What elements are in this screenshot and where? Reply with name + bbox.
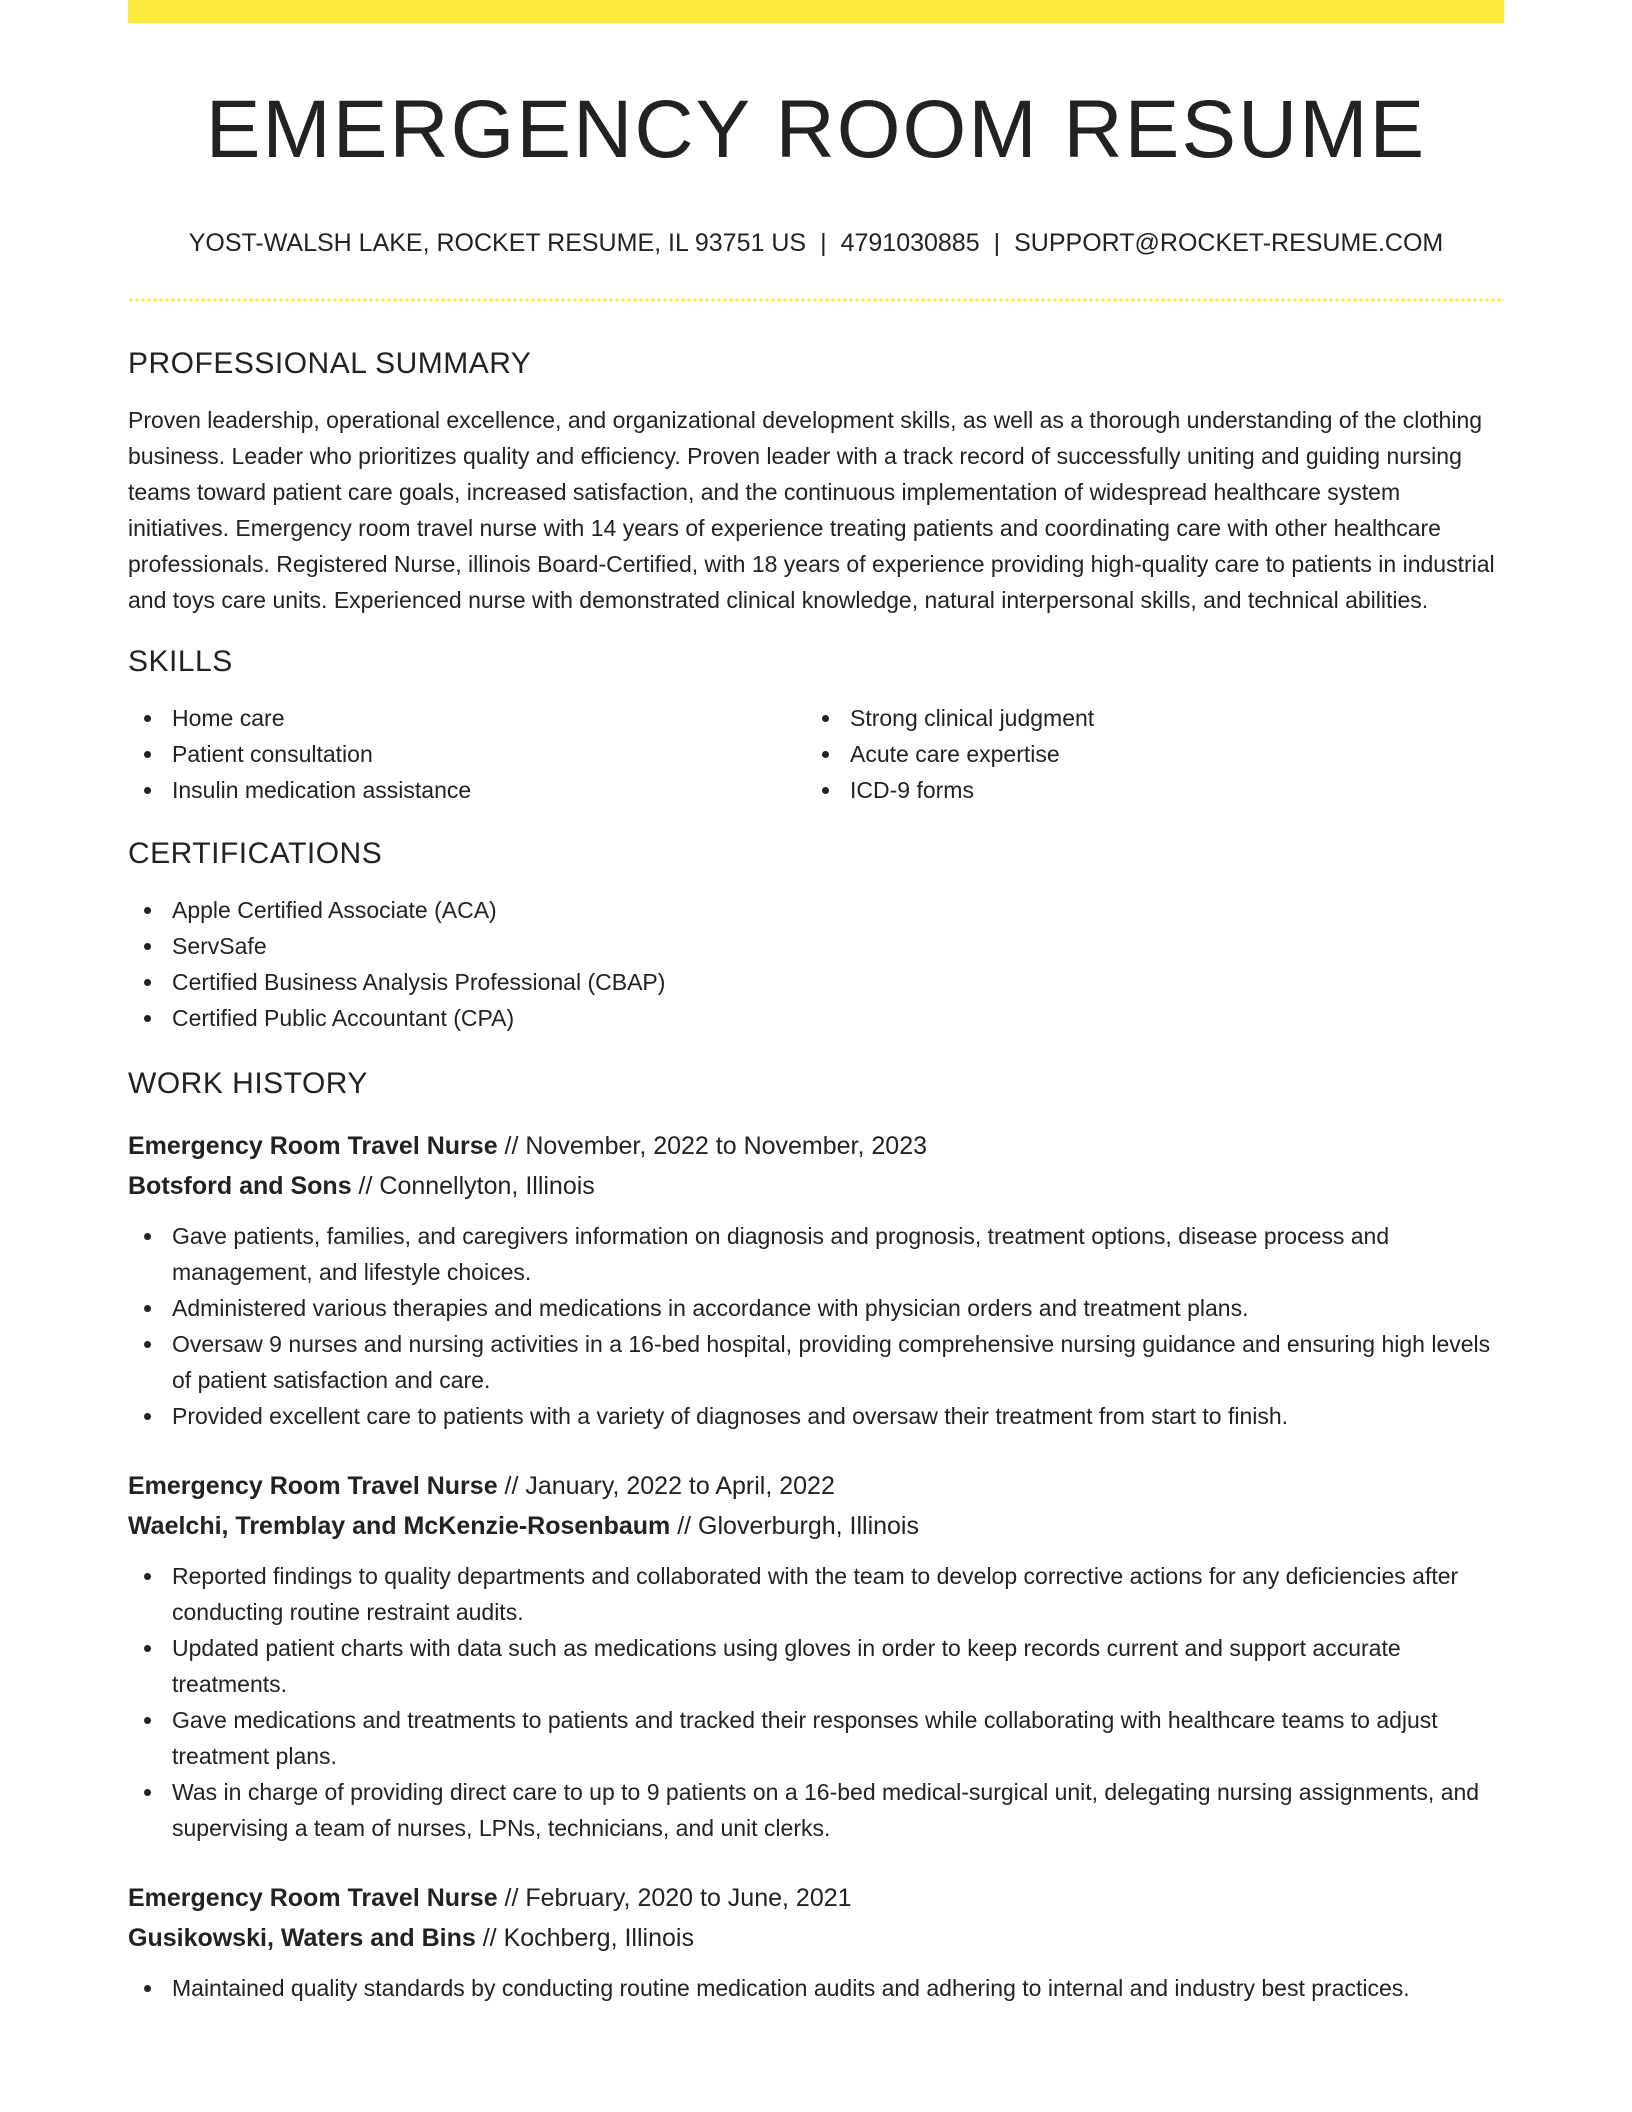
job-dates: // November, 2022 to November, 2023 [497,1132,928,1160]
contact-address: YOST-WALSH LAKE, ROCKET RESUME, IL 93751 US [188,229,807,257]
job-duty-item: Maintained quality standards by conducting routine medication audits and adhering to internal and industry best practices. [128,1970,1504,2006]
job-duty-item: Oversaw 9 nurses and nursing activities in a 16-bed hospital, providing comprehensive nursing guidance and ensuring high levels of patient satisfaction and care. [128,1326,1504,1398]
job-dates: // February, 2020 to June, 2021 [497,1884,852,1912]
job-title-line [128,1126,1504,1166]
job-position: Emergency Room Travel Nurse [128,1884,498,1912]
job-employer-line [128,1506,1504,1546]
skills-list-left [128,700,806,808]
skill-item: Strong clinical judgment [806,700,1484,736]
job-duty-item: Reported findings to quality departments and collaborated with the team to develop corrective actions for any deficiencies after conducting routine restraint audits. [128,1558,1504,1630]
contact-email: SUPPORT@ROCKET-RESUME.COM [1014,229,1444,257]
job-duty-item: Updated patient charts with data such as medications using gloves in order to keep records current and support accurate treatments. [128,1630,1504,1702]
summary-heading: PROFESSIONAL SUMMARY [128,347,532,380]
job-entry [128,1126,1504,1434]
job-position: Emergency Room Travel Nurse [128,1472,498,1500]
job-title-line [128,1466,1504,1506]
work-history-heading: WORK HISTORY [128,1067,368,1100]
job-employer: Botsford and Sons [128,1172,352,1200]
job-entry [128,1878,1504,2006]
certification-item: Certified Business Analysis Professional (CBAP) [128,964,1504,1000]
job-duty-item: Gave patients, families, and caregivers information on diagnosis and prognosis, treatment options, disease process and management, and lifestyle choices. [128,1218,1504,1290]
certifications-list [128,892,1504,1036]
skill-item: ICD-9 forms [806,772,1484,808]
contact-line [128,228,1504,258]
skill-item: Insulin medication assistance [128,772,806,808]
skill-item: Home care [128,700,806,736]
contact-phone: 4791030885 [840,229,980,257]
certification-item: ServSafe [128,928,1504,964]
job-duty-item: Was in charge of providing direct care to up to 9 patients on a 16-bed medical-surgical unit, delegating nursing assignments, and supervising a team of nurses, LPNs, technicians, and unit clerks. [128,1774,1504,1846]
job-employer: Waelchi, Tremblay and McKenzie-Rosenbaum [128,1512,671,1540]
dotted-divider [128,298,1504,302]
job-employer-line [128,1166,1504,1206]
certification-item: Apple Certified Associate (ACA) [128,892,1504,928]
job-dates: // January, 2022 to April, 2022 [497,1472,835,1500]
job-duties-list [128,1970,1504,2006]
job-duty-item: Administered various therapies and medications in accordance with physician orders and treatment plans. [128,1290,1504,1326]
job-title-line [128,1878,1504,1918]
job-position: Emergency Room Travel Nurse [128,1132,498,1160]
job-entry [128,1466,1504,1846]
job-location: // Connellyton, Illinois [351,1172,595,1200]
job-duties-list [128,1218,1504,1434]
skills-grid [128,700,1504,808]
resume-page [128,0,1504,2006]
job-employer: Gusikowski, Waters and Bins [128,1924,476,1952]
contact-separator: | [993,229,1001,257]
skills-heading: SKILLS [128,645,233,678]
job-location: // Gloverburgh, Illinois [670,1512,919,1540]
contact-separator: | [820,229,827,257]
job-duties-list [128,1558,1504,1846]
skill-item: Acute care expertise [806,736,1484,772]
certification-item: Certified Public Accountant (CPA) [128,1000,1504,1036]
skill-item: Patient consultation [128,736,806,772]
summary-text: Proven leadership, operational excellence, and organizational development skills, as well as a thorough understanding of the clothing business. Leader who prioritizes quality and efficiency. Proven leader with a track record of successfully uniting and guiding nursing teams toward patient care goals, increased satisfaction, and the continuous implementation of widespread healthcare system initiatives. Emergency room travel nurse with 14 years of experience treating patients and coordinating care with other healthcare professionals. Registered Nurse, illinois Board-Certified, with 18 years of experience providing high-quality care to patients in industrial and toys care units. Experienced nurse with demonstrated clinical knowledge, natural interpersonal skills, and technical abilities. [128,407,1495,613]
job-location: // Kochberg, Illinois [475,1924,694,1952]
skills-list-right [806,700,1484,808]
job-duty-item: Gave medications and treatments to patients and tracked their responses while collaborating with healthcare teams to adjust treatment plans. [128,1702,1504,1774]
resume-name: EMERGENCY ROOM RESUME [205,84,1427,175]
certifications-heading: CERTIFICATIONS [128,837,383,870]
job-employer-line [128,1918,1504,1958]
job-duty-item: Provided excellent care to patients with a variety of diagnoses and oversaw their treatment from start to finish. [128,1398,1504,1434]
